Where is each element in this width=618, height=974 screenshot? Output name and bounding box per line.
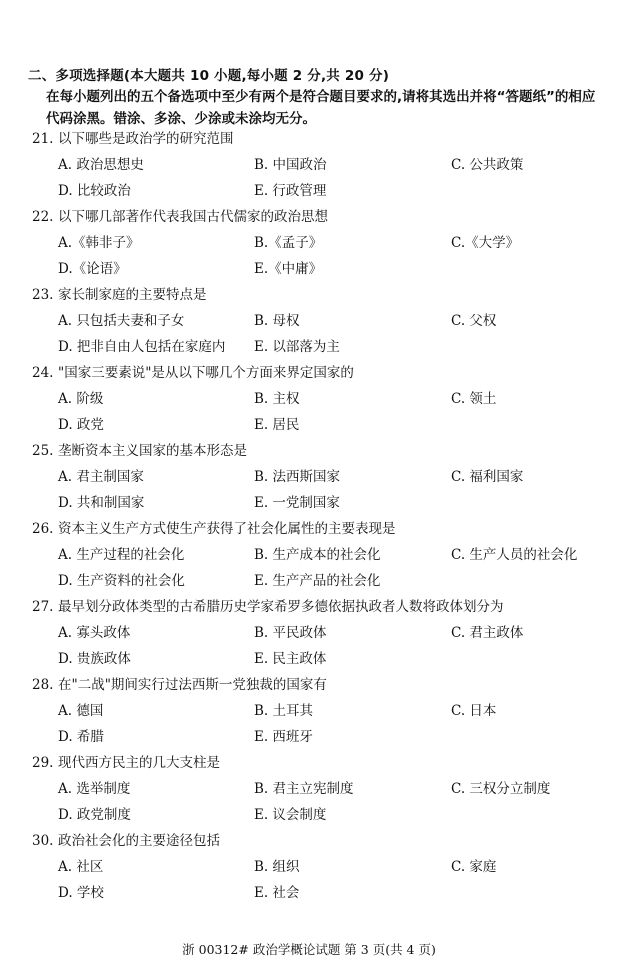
question-text: "国家三要素说"是从以下哪几个方面来界定国家的 [58,365,354,381]
option-a: A. 生产过程的社会化 [58,547,185,563]
question-number: 22. [32,209,54,225]
option-e: E. 社会 [254,885,300,901]
option-e: E. 以部落为主 [254,339,340,355]
question-22 [0,204,618,282]
option-e: E. 议会制度 [254,807,327,823]
question-23 [0,282,618,360]
option-d: D.《论语》 [58,261,127,277]
option-a: A. 只包括夫妻和子女 [58,313,185,329]
option-d: D. 希腊 [58,729,104,745]
question-text: 在"二战"期间实行过法西斯一党独裁的国家有 [58,677,327,693]
question-number: 23. [32,287,54,303]
question-stem [32,204,328,230]
option-c: C. 福利国家 [451,469,524,485]
option-c: C. 领土 [451,391,497,407]
question-29 [0,750,618,828]
section-title: 二、多项选择题(本大题共 10 小题,每小题 2 分,共 20 分) [28,68,390,84]
question-stem [32,594,504,620]
option-d: D. 政党 [58,417,104,433]
question-30 [0,828,618,906]
question-number: 27. [32,599,54,615]
question-stem [32,282,207,308]
question-text: 政治社会化的主要途径包括 [58,833,220,849]
option-e: E. 生产产品的社会化 [254,573,381,589]
option-b: B. 君主立宪制度 [254,781,354,797]
option-c: C. 家庭 [451,859,497,875]
option-e: E.《中庸》 [254,261,323,277]
question-stem [32,828,220,854]
option-e: E. 西班牙 [254,729,313,745]
option-c: C. 君主政体 [451,625,524,641]
option-a: A. 选举制度 [58,781,131,797]
section-instructions: 在每小题列出的五个备选项中至少有两个是符合题目要求的,请将其选出并将“答题纸”的相应代码涂黑。错涂、多涂、少涂或未涂均无分。 [46,89,596,127]
option-a: A. 社区 [58,859,104,875]
option-d: D. 把非自由人包括在家庭内 [58,339,226,355]
question-stem [32,750,220,776]
question-text: 最早划分政体类型的古希腊历史学家希罗多德依据执政者人数将政体划分为 [58,599,504,615]
question-text: 家长制家庭的主要特点是 [58,287,207,303]
question-text: 垄断资本主义国家的基本形态是 [58,443,247,459]
option-b: B. 组织 [254,859,300,875]
option-c: C. 生产人员的社会化 [451,547,578,563]
option-e: E. 一党制国家 [254,495,340,511]
question-stem [32,516,396,542]
option-b: B.《孟子》 [254,235,323,251]
question-text: 现代西方民主的几大支柱是 [58,755,220,771]
question-number: 28. [32,677,54,693]
question-stem [32,672,327,698]
option-a: A. 阶级 [58,391,104,407]
question-number: 24. [32,365,54,381]
option-b: B. 平民政体 [254,625,327,641]
option-e: E. 民主政体 [254,651,327,667]
question-number: 29. [32,755,54,771]
question-number: 30. [32,833,54,849]
question-number: 25. [32,443,54,459]
question-21 [0,126,618,204]
question-number: 21. [32,131,54,147]
option-d: D. 比较政治 [58,183,131,199]
option-d: D. 贵族政体 [58,651,131,667]
question-text: 资本主义生产方式使生产获得了社会化属性的主要表现是 [58,521,396,537]
option-a: A.《韩非子》 [58,235,140,251]
option-a: A. 政治思想史 [58,157,144,173]
question-27 [0,594,618,672]
option-b: B. 主权 [254,391,300,407]
option-d: D. 共和制国家 [58,495,145,511]
option-c: C. 公共政策 [451,157,524,173]
question-text: 以下哪些是政治学的研究范围 [58,131,234,147]
question-text: 以下哪几部著作代表我国古代儒家的政治思想 [58,209,328,225]
page-footer: 浙 00312# 政治学概论试题 第 3 页(共 4 页) [182,942,436,957]
option-d: D. 政党制度 [58,807,131,823]
option-b: B. 生产成本的社会化 [254,547,381,563]
option-b: B. 法西斯国家 [254,469,341,485]
question-28 [0,672,618,750]
option-b: B. 母权 [254,313,300,329]
option-d: D. 学校 [58,885,104,901]
question-stem [32,360,354,386]
question-stem [32,438,247,464]
option-b: B. 土耳其 [254,703,314,719]
option-a: A. 寡头政体 [58,625,131,641]
option-a: A. 君主制国家 [58,469,144,485]
option-a: A. 德国 [58,703,104,719]
question-26 [0,516,618,594]
question-24 [0,360,618,438]
option-c: C. 父权 [451,313,497,329]
option-d: D. 生产资料的社会化 [58,573,185,589]
question-number: 26. [32,521,54,537]
question-25 [0,438,618,516]
question-stem [32,126,234,152]
option-b: B. 中国政治 [254,157,327,173]
option-c: C. 日本 [451,703,497,719]
option-e: E. 行政管理 [254,183,327,199]
question-list [0,126,618,906]
option-e: E. 居民 [254,417,300,433]
option-c: C.《大学》 [451,235,520,251]
option-c: C. 三权分立制度 [451,781,551,797]
